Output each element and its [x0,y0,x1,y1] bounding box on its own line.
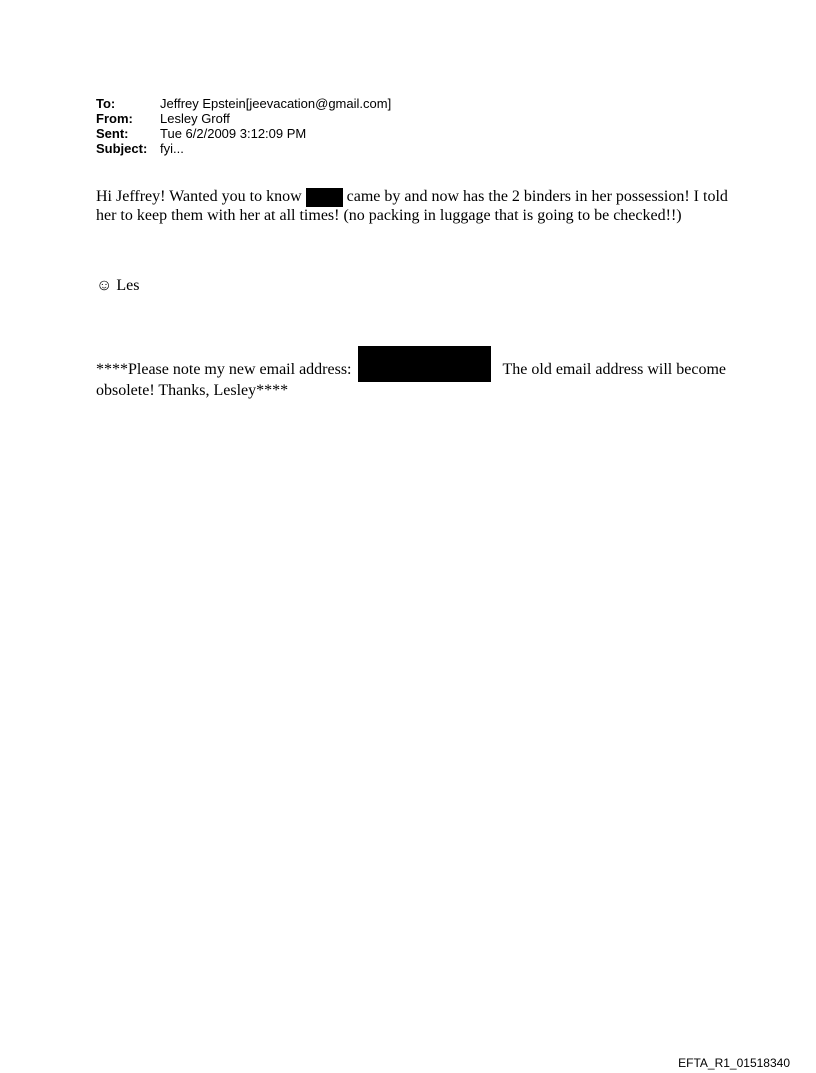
to-value: Jeffrey Epstein[jeevacation@gmail.com] [160,96,392,111]
sent-label: Sent: [96,126,129,141]
document-id: EFTA_R1_01518340 [678,1056,790,1070]
message-paragraph-3 [96,346,736,400]
redaction-box [306,188,343,207]
paragraph-3-text-end: The old email address will become obsolete! Thanks, Lesley**** [96,361,726,399]
subject-row [96,141,391,156]
signoff: ☺ Les [96,277,140,294]
from-label: From: [96,111,133,126]
paragraph-1-text-end: came by and now has the 2 binders in her possession! I told her to keep them with her at all times! (no packing in luggage that is going to be checked!!) [96,188,728,224]
redaction-box [358,346,491,382]
email-header [96,96,391,156]
from-value: Lesley Groff [160,111,230,126]
paragraph-1-text-start: Hi Jeffrey! Wanted you to know [96,188,302,206]
paragraph-3-text-start: ****Please note my new email address: [96,361,352,378]
to-row [96,96,391,111]
sent-value: Tue 6/2/2009 3:12:09 PM [160,126,307,141]
message-paragraph-1 [96,188,736,225]
subject-label: Subject: [96,141,148,156]
to-label: To: [96,96,116,111]
sent-row [96,126,391,141]
from-row [96,111,391,126]
subject-value: fyi... [160,141,184,156]
